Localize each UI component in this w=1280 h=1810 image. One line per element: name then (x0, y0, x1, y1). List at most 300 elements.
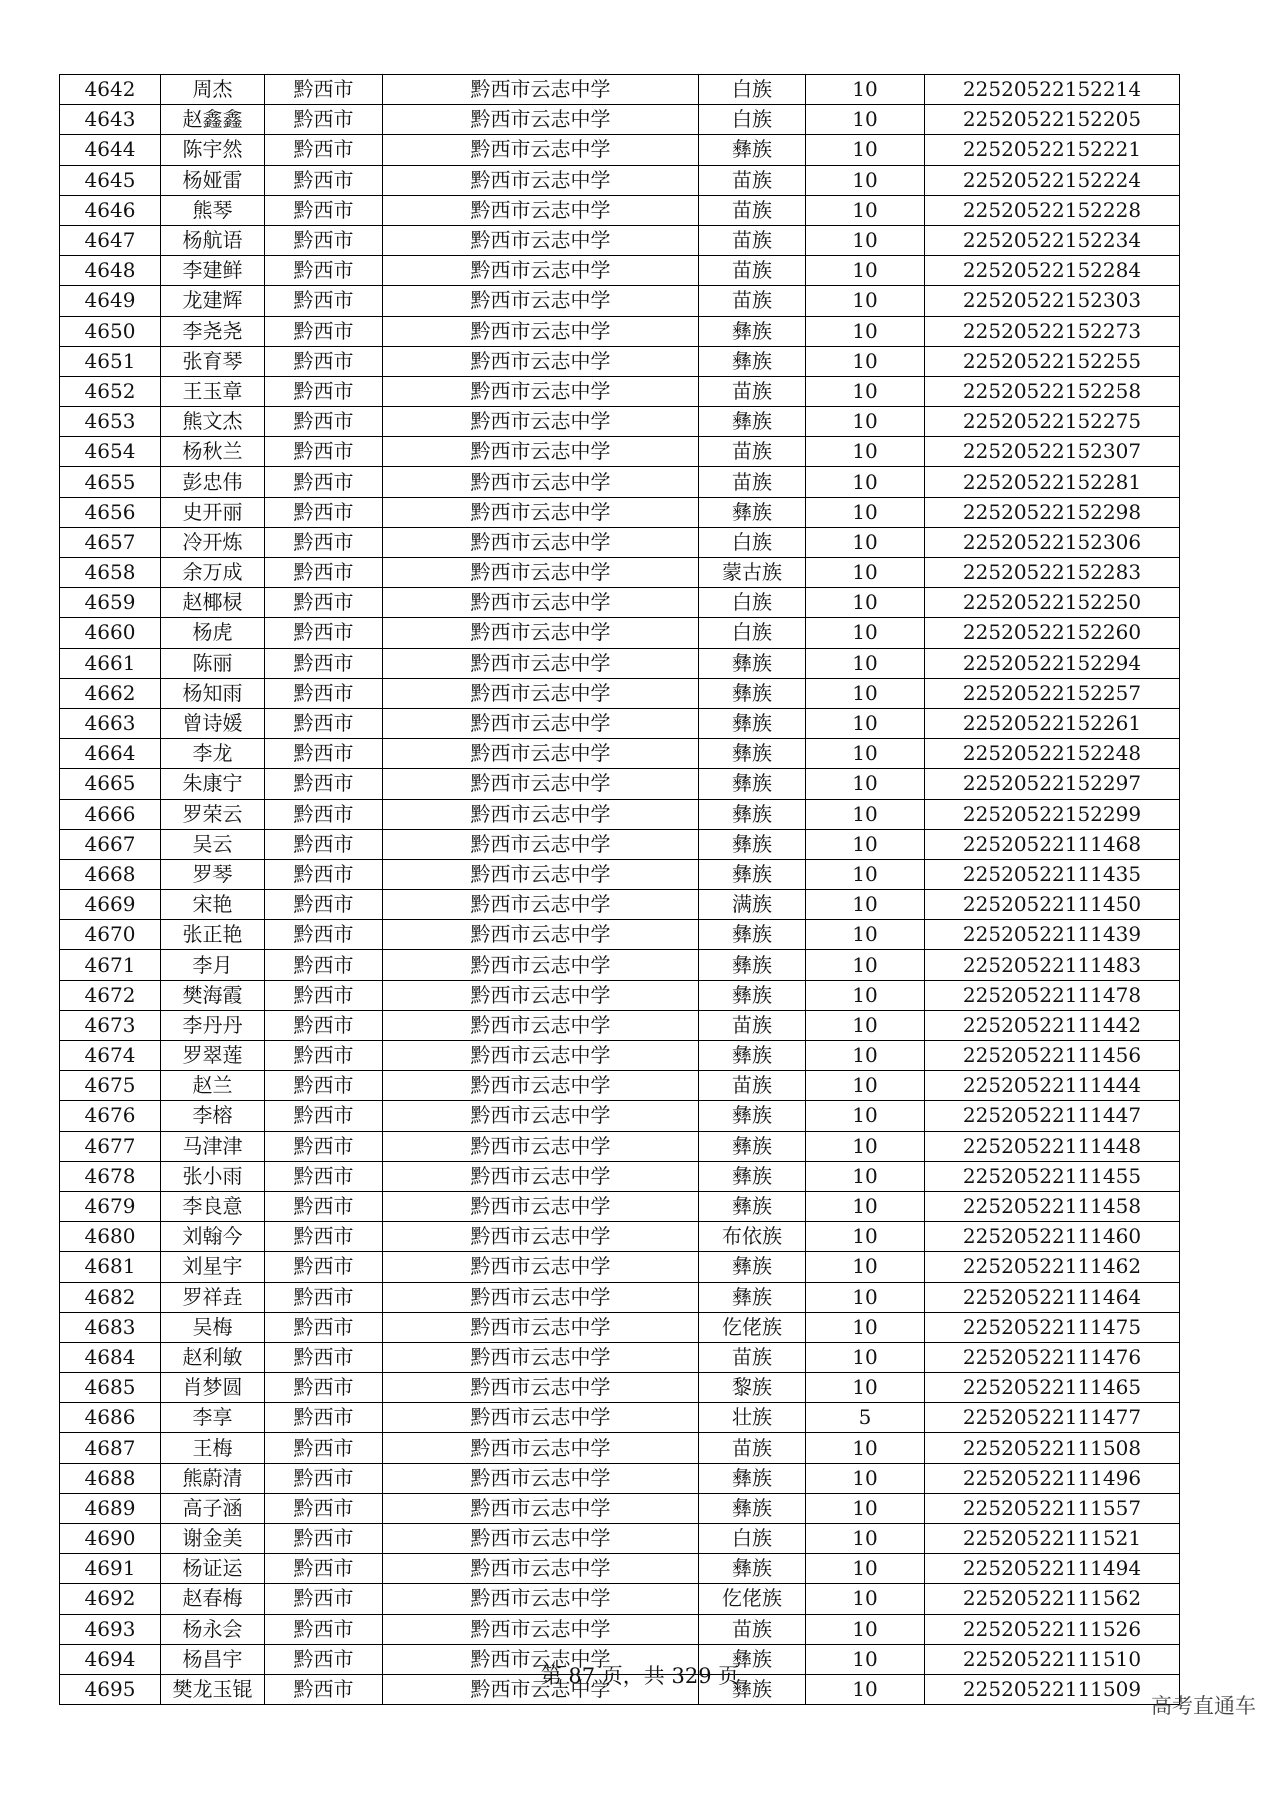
bonus-points-cell: 10 (806, 225, 925, 255)
table-row (60, 648, 1180, 678)
table-row (60, 1222, 1180, 1252)
city-cell: 黔西市 (265, 527, 383, 557)
city-cell: 黔西市 (265, 165, 383, 195)
bonus-points-cell: 10 (806, 1463, 925, 1493)
exam-id-cell: 22520522111458 (925, 1191, 1180, 1221)
ethnicity-cell: 彝族 (699, 708, 806, 738)
city-cell: 黔西市 (265, 135, 383, 165)
row-number-cell: 4650 (60, 316, 161, 346)
exam-id-cell: 22520522111521 (925, 1524, 1180, 1554)
table-row (60, 1554, 1180, 1584)
ethnicity-cell: 白族 (699, 588, 806, 618)
bonus-points-cell: 10 (806, 195, 925, 225)
city-cell: 黔西市 (265, 1554, 383, 1584)
exam-id-cell: 22520522111526 (925, 1614, 1180, 1644)
row-number-cell: 4658 (60, 558, 161, 588)
student-name-cell: 宋艳 (161, 890, 265, 920)
table-row (60, 497, 1180, 527)
city-cell: 黔西市 (265, 75, 383, 105)
school-cell: 黔西市云志中学 (383, 648, 699, 678)
school-cell: 黔西市云志中学 (383, 980, 699, 1010)
exam-id-cell: 22520522111444 (925, 1071, 1180, 1101)
row-number-cell: 4681 (60, 1252, 161, 1282)
student-name-cell: 马津津 (161, 1131, 265, 1161)
exam-id-cell: 22520522111439 (925, 920, 1180, 950)
city-cell: 黔西市 (265, 1252, 383, 1282)
row-number-cell: 4680 (60, 1222, 161, 1252)
school-cell: 黔西市云志中学 (383, 376, 699, 406)
city-cell: 黔西市 (265, 286, 383, 316)
ethnicity-cell: 彝族 (699, 648, 806, 678)
table-row (60, 1342, 1180, 1372)
student-name-cell: 陈丽 (161, 648, 265, 678)
school-cell: 黔西市云志中学 (383, 1071, 699, 1101)
table-row (60, 376, 1180, 406)
school-cell: 黔西市云志中学 (383, 165, 699, 195)
bonus-points-cell: 10 (806, 799, 925, 829)
table-row (60, 1282, 1180, 1312)
city-cell: 黔西市 (265, 1041, 383, 1071)
city-cell: 黔西市 (265, 829, 383, 859)
bonus-points-cell: 10 (806, 407, 925, 437)
exam-id-cell: 22520522152303 (925, 286, 1180, 316)
school-cell: 黔西市云志中学 (383, 225, 699, 255)
city-cell: 黔西市 (265, 407, 383, 437)
student-name-cell: 史开丽 (161, 497, 265, 527)
table-row (60, 950, 1180, 980)
city-cell: 黔西市 (265, 1342, 383, 1372)
school-cell: 黔西市云志中学 (383, 859, 699, 889)
ethnicity-cell: 壮族 (699, 1403, 806, 1433)
city-cell: 黔西市 (265, 467, 383, 497)
student-name-cell: 熊文杰 (161, 407, 265, 437)
exam-id-cell: 22520522152283 (925, 558, 1180, 588)
bonus-points-cell: 10 (806, 1252, 925, 1282)
city-cell: 黔西市 (265, 1584, 383, 1614)
exam-id-cell: 22520522152250 (925, 588, 1180, 618)
school-cell: 黔西市云志中学 (383, 920, 699, 950)
table-row (60, 1191, 1180, 1221)
school-cell: 黔西市云志中学 (383, 1161, 699, 1191)
ethnicity-cell: 彝族 (699, 316, 806, 346)
student-name-cell: 张育琴 (161, 346, 265, 376)
table-row (60, 678, 1180, 708)
exam-id-cell: 22520522152307 (925, 437, 1180, 467)
student-name-cell: 刘翰今 (161, 1222, 265, 1252)
bonus-points-cell: 10 (806, 376, 925, 406)
city-cell: 黔西市 (265, 1644, 383, 1674)
school-cell: 黔西市云志中学 (383, 1312, 699, 1342)
exam-id-cell: 22520522152214 (925, 75, 1180, 105)
ethnicity-cell: 彝族 (699, 1644, 806, 1674)
student-name-cell: 彭忠伟 (161, 467, 265, 497)
city-cell: 黔西市 (265, 256, 383, 286)
city-cell: 黔西市 (265, 558, 383, 588)
row-number-cell: 4675 (60, 1071, 161, 1101)
school-cell: 黔西市云志中学 (383, 1674, 699, 1704)
student-name-cell: 罗祥垚 (161, 1282, 265, 1312)
exam-id-cell: 22520522111450 (925, 890, 1180, 920)
student-name-cell: 杨知雨 (161, 678, 265, 708)
school-cell: 黔西市云志中学 (383, 1524, 699, 1554)
table-row (60, 1403, 1180, 1433)
city-cell: 黔西市 (265, 437, 383, 467)
school-cell: 黔西市云志中学 (383, 618, 699, 648)
exam-id-cell: 22520522111460 (925, 1222, 1180, 1252)
table-row (60, 829, 1180, 859)
exam-id-cell: 22520522111465 (925, 1373, 1180, 1403)
school-cell: 黔西市云志中学 (383, 1131, 699, 1161)
bonus-points-cell: 10 (806, 1644, 925, 1674)
school-cell: 黔西市云志中学 (383, 75, 699, 105)
bonus-points-cell: 10 (806, 950, 925, 980)
ethnicity-cell: 仡佬族 (699, 1584, 806, 1614)
bonus-points-cell: 10 (806, 618, 925, 648)
school-cell: 黔西市云志中学 (383, 1493, 699, 1523)
table-row (60, 1373, 1180, 1403)
student-name-cell: 李尧尧 (161, 316, 265, 346)
ethnicity-cell: 彝族 (699, 497, 806, 527)
row-number-cell: 4683 (60, 1312, 161, 1342)
school-cell: 黔西市云志中学 (383, 1101, 699, 1131)
city-cell: 黔西市 (265, 678, 383, 708)
city-cell: 黔西市 (265, 1071, 383, 1101)
row-number-cell: 4647 (60, 225, 161, 255)
student-name-cell: 杨航语 (161, 225, 265, 255)
bonus-points-cell: 10 (806, 165, 925, 195)
exam-id-cell: 22520522152260 (925, 618, 1180, 648)
exam-id-cell: 22520522111494 (925, 1554, 1180, 1584)
table-row (60, 195, 1180, 225)
ethnicity-cell: 白族 (699, 105, 806, 135)
student-name-cell: 赵兰 (161, 1071, 265, 1101)
student-name-cell: 刘星宇 (161, 1252, 265, 1282)
page-number: 第 87 页，共 329 页 (540, 1664, 740, 1688)
school-cell: 黔西市云志中学 (383, 135, 699, 165)
row-number-cell: 4669 (60, 890, 161, 920)
student-name-cell: 陈宇然 (161, 135, 265, 165)
city-cell: 黔西市 (265, 980, 383, 1010)
bonus-points-cell: 10 (806, 708, 925, 738)
ethnicity-cell: 彝族 (699, 1101, 806, 1131)
table-row (60, 1161, 1180, 1191)
row-number-cell: 4678 (60, 1161, 161, 1191)
student-name-cell: 王梅 (161, 1433, 265, 1463)
ethnicity-cell: 彝族 (699, 407, 806, 437)
ethnicity-cell: 苗族 (699, 225, 806, 255)
school-cell: 黔西市云志中学 (383, 829, 699, 859)
student-name-cell: 熊琴 (161, 195, 265, 225)
row-number-cell: 4644 (60, 135, 161, 165)
table-row (60, 105, 1180, 135)
bonus-points-cell: 10 (806, 1674, 925, 1704)
exam-id-cell: 22520522111468 (925, 829, 1180, 859)
city-cell: 黔西市 (265, 1101, 383, 1131)
table-row (60, 256, 1180, 286)
table-row (60, 558, 1180, 588)
row-number-cell: 4661 (60, 648, 161, 678)
student-name-cell: 李龙 (161, 739, 265, 769)
student-name-cell: 余万成 (161, 558, 265, 588)
table-row (60, 1463, 1180, 1493)
table-row (60, 1614, 1180, 1644)
ethnicity-cell: 苗族 (699, 1071, 806, 1101)
row-number-cell: 4695 (60, 1674, 161, 1704)
table-row (60, 890, 1180, 920)
student-table (59, 74, 1180, 1705)
city-cell: 黔西市 (265, 346, 383, 376)
table-row (60, 769, 1180, 799)
table-row (60, 135, 1180, 165)
ethnicity-cell: 彝族 (699, 920, 806, 950)
row-number-cell: 4668 (60, 859, 161, 889)
exam-id-cell: 22520522152294 (925, 648, 1180, 678)
ethnicity-cell: 苗族 (699, 1433, 806, 1463)
row-number-cell: 4659 (60, 588, 161, 618)
ethnicity-cell: 彝族 (699, 980, 806, 1010)
bonus-points-cell: 10 (806, 1161, 925, 1191)
exam-id-cell: 22520522152284 (925, 256, 1180, 286)
school-cell: 黔西市云志中学 (383, 1614, 699, 1644)
ethnicity-cell: 彝族 (699, 1252, 806, 1282)
exam-id-cell: 22520522111477 (925, 1403, 1180, 1433)
ethnicity-cell: 仡佬族 (699, 1312, 806, 1342)
row-number-cell: 4642 (60, 75, 161, 105)
school-cell: 黔西市云志中学 (383, 407, 699, 437)
exam-id-cell: 22520522152258 (925, 376, 1180, 406)
city-cell: 黔西市 (265, 1674, 383, 1704)
bonus-points-cell: 10 (806, 1493, 925, 1523)
row-number-cell: 4666 (60, 799, 161, 829)
row-number-cell: 4693 (60, 1614, 161, 1644)
table-row (60, 1312, 1180, 1342)
table-row (60, 165, 1180, 195)
school-cell: 黔西市云志中学 (383, 497, 699, 527)
exam-id-cell: 22520522152281 (925, 467, 1180, 497)
row-number-cell: 4656 (60, 497, 161, 527)
bonus-points-cell: 10 (806, 346, 925, 376)
row-number-cell: 4685 (60, 1373, 161, 1403)
row-number-cell: 4667 (60, 829, 161, 859)
student-name-cell: 王玉章 (161, 376, 265, 406)
ethnicity-cell: 苗族 (699, 286, 806, 316)
student-name-cell: 冷开炼 (161, 527, 265, 557)
table-row (60, 1252, 1180, 1282)
row-number-cell: 4657 (60, 527, 161, 557)
school-cell: 黔西市云志中学 (383, 1222, 699, 1252)
bonus-points-cell: 10 (806, 890, 925, 920)
student-name-cell: 李享 (161, 1403, 265, 1433)
school-cell: 黔西市云志中学 (383, 1463, 699, 1493)
school-cell: 黔西市云志中学 (383, 708, 699, 738)
table-row (60, 1071, 1180, 1101)
ethnicity-cell: 彝族 (699, 1041, 806, 1071)
bonus-points-cell: 10 (806, 859, 925, 889)
city-cell: 黔西市 (265, 1312, 383, 1342)
student-name-cell: 杨昌宇 (161, 1644, 265, 1674)
exam-id-cell: 22520522111496 (925, 1463, 1180, 1493)
school-cell: 黔西市云志中学 (383, 1644, 699, 1674)
school-cell: 黔西市云志中学 (383, 890, 699, 920)
student-name-cell: 罗琴 (161, 859, 265, 889)
school-cell: 黔西市云志中学 (383, 1342, 699, 1372)
bonus-points-cell: 10 (806, 1101, 925, 1131)
student-name-cell: 张小雨 (161, 1161, 265, 1191)
bonus-points-cell: 10 (806, 527, 925, 557)
city-cell: 黔西市 (265, 316, 383, 346)
ethnicity-cell: 白族 (699, 1524, 806, 1554)
student-name-cell: 高子涵 (161, 1493, 265, 1523)
exam-id-cell: 22520522152224 (925, 165, 1180, 195)
bonus-points-cell: 10 (806, 829, 925, 859)
row-number-cell: 4682 (60, 1282, 161, 1312)
table-row (60, 407, 1180, 437)
table-row (60, 1433, 1180, 1463)
school-cell: 黔西市云志中学 (383, 1041, 699, 1071)
table-row (60, 286, 1180, 316)
student-name-cell: 赵鑫鑫 (161, 105, 265, 135)
city-cell: 黔西市 (265, 739, 383, 769)
row-number-cell: 4655 (60, 467, 161, 497)
school-cell: 黔西市云志中学 (383, 256, 699, 286)
exam-id-cell: 22520522111557 (925, 1493, 1180, 1523)
student-name-cell: 杨永会 (161, 1614, 265, 1644)
city-cell: 黔西市 (265, 225, 383, 255)
table-row (60, 1131, 1180, 1161)
row-number-cell: 4671 (60, 950, 161, 980)
student-name-cell: 樊龙玉锟 (161, 1674, 265, 1704)
city-cell: 黔西市 (265, 859, 383, 889)
city-cell: 黔西市 (265, 1191, 383, 1221)
row-number-cell: 4684 (60, 1342, 161, 1372)
student-name-cell: 吴梅 (161, 1312, 265, 1342)
exam-id-cell: 22520522111509 (925, 1674, 1180, 1704)
bonus-points-cell: 10 (806, 105, 925, 135)
table-row (60, 1041, 1180, 1071)
row-number-cell: 4690 (60, 1524, 161, 1554)
ethnicity-cell: 彝族 (699, 1191, 806, 1221)
table-row (60, 1493, 1180, 1523)
bonus-points-cell: 10 (806, 256, 925, 286)
table-row (60, 1010, 1180, 1040)
bonus-points-cell: 10 (806, 1191, 925, 1221)
row-number-cell: 4676 (60, 1101, 161, 1131)
student-name-cell: 李丹丹 (161, 1010, 265, 1040)
ethnicity-cell: 彝族 (699, 135, 806, 165)
ethnicity-cell: 彝族 (699, 739, 806, 769)
table-row (60, 316, 1180, 346)
row-number-cell: 4651 (60, 346, 161, 376)
table-row (60, 618, 1180, 648)
school-cell: 黔西市云志中学 (383, 678, 699, 708)
exam-id-cell: 22520522111442 (925, 1010, 1180, 1040)
city-cell: 黔西市 (265, 708, 383, 738)
row-number-cell: 4652 (60, 376, 161, 406)
table-row (60, 920, 1180, 950)
exam-id-cell: 22520522152273 (925, 316, 1180, 346)
exam-id-cell: 22520522152297 (925, 769, 1180, 799)
ethnicity-cell: 白族 (699, 75, 806, 105)
table-row (60, 859, 1180, 889)
exam-id-cell: 22520522111562 (925, 1584, 1180, 1614)
table-row (60, 980, 1180, 1010)
exam-id-cell: 22520522111483 (925, 950, 1180, 980)
table-row (60, 799, 1180, 829)
ethnicity-cell: 彝族 (699, 799, 806, 829)
table-row (60, 467, 1180, 497)
exam-id-cell: 22520522111448 (925, 1131, 1180, 1161)
bonus-points-cell: 10 (806, 1554, 925, 1584)
student-name-cell: 龙建辉 (161, 286, 265, 316)
exam-id-cell: 22520522111455 (925, 1161, 1180, 1191)
school-cell: 黔西市云志中学 (383, 286, 699, 316)
school-cell: 黔西市云志中学 (383, 769, 699, 799)
row-number-cell: 4679 (60, 1191, 161, 1221)
bonus-points-cell: 10 (806, 286, 925, 316)
student-name-cell: 朱康宁 (161, 769, 265, 799)
bonus-points-cell: 10 (806, 678, 925, 708)
table-row (60, 588, 1180, 618)
bonus-points-cell: 10 (806, 1584, 925, 1614)
school-cell: 黔西市云志中学 (383, 1433, 699, 1463)
bonus-points-cell: 10 (806, 75, 925, 105)
row-number-cell: 4662 (60, 678, 161, 708)
bonus-points-cell: 10 (806, 1433, 925, 1463)
exam-id-cell: 22520522152255 (925, 346, 1180, 376)
student-name-cell: 吴云 (161, 829, 265, 859)
city-cell: 黔西市 (265, 890, 383, 920)
exam-id-cell: 22520522152298 (925, 497, 1180, 527)
ethnicity-cell: 彝族 (699, 678, 806, 708)
bonus-points-cell: 5 (806, 1403, 925, 1433)
school-cell: 黔西市云志中学 (383, 437, 699, 467)
row-number-cell: 4665 (60, 769, 161, 799)
student-name-cell: 杨证运 (161, 1554, 265, 1584)
school-cell: 黔西市云志中学 (383, 1252, 699, 1282)
ethnicity-cell: 白族 (699, 618, 806, 648)
ethnicity-cell: 彝族 (699, 769, 806, 799)
ethnicity-cell: 苗族 (699, 467, 806, 497)
student-name-cell: 张正艳 (161, 920, 265, 950)
row-number-cell: 4692 (60, 1584, 161, 1614)
ethnicity-cell: 苗族 (699, 1342, 806, 1372)
city-cell: 黔西市 (265, 618, 383, 648)
exam-id-cell: 22520522152221 (925, 135, 1180, 165)
school-cell: 黔西市云志中学 (383, 467, 699, 497)
bonus-points-cell: 10 (806, 1041, 925, 1071)
ethnicity-cell: 蒙古族 (699, 558, 806, 588)
bonus-points-cell: 10 (806, 920, 925, 950)
city-cell: 黔西市 (265, 1403, 383, 1433)
ethnicity-cell: 彝族 (699, 1493, 806, 1523)
student-name-cell: 李建鲜 (161, 256, 265, 286)
exam-id-cell: 22520522111456 (925, 1041, 1180, 1071)
city-cell: 黔西市 (265, 1373, 383, 1403)
table-row (60, 437, 1180, 467)
student-table-body (60, 75, 1180, 1705)
school-cell: 黔西市云志中学 (383, 558, 699, 588)
exam-id-cell: 22520522152261 (925, 708, 1180, 738)
student-name-cell: 罗荣云 (161, 799, 265, 829)
city-cell: 黔西市 (265, 1282, 383, 1312)
ethnicity-cell: 苗族 (699, 165, 806, 195)
table-row (60, 527, 1180, 557)
ethnicity-cell: 彝族 (699, 1463, 806, 1493)
bonus-points-cell: 10 (806, 739, 925, 769)
school-cell: 黔西市云志中学 (383, 799, 699, 829)
ethnicity-cell: 彝族 (699, 346, 806, 376)
city-cell: 黔西市 (265, 950, 383, 980)
